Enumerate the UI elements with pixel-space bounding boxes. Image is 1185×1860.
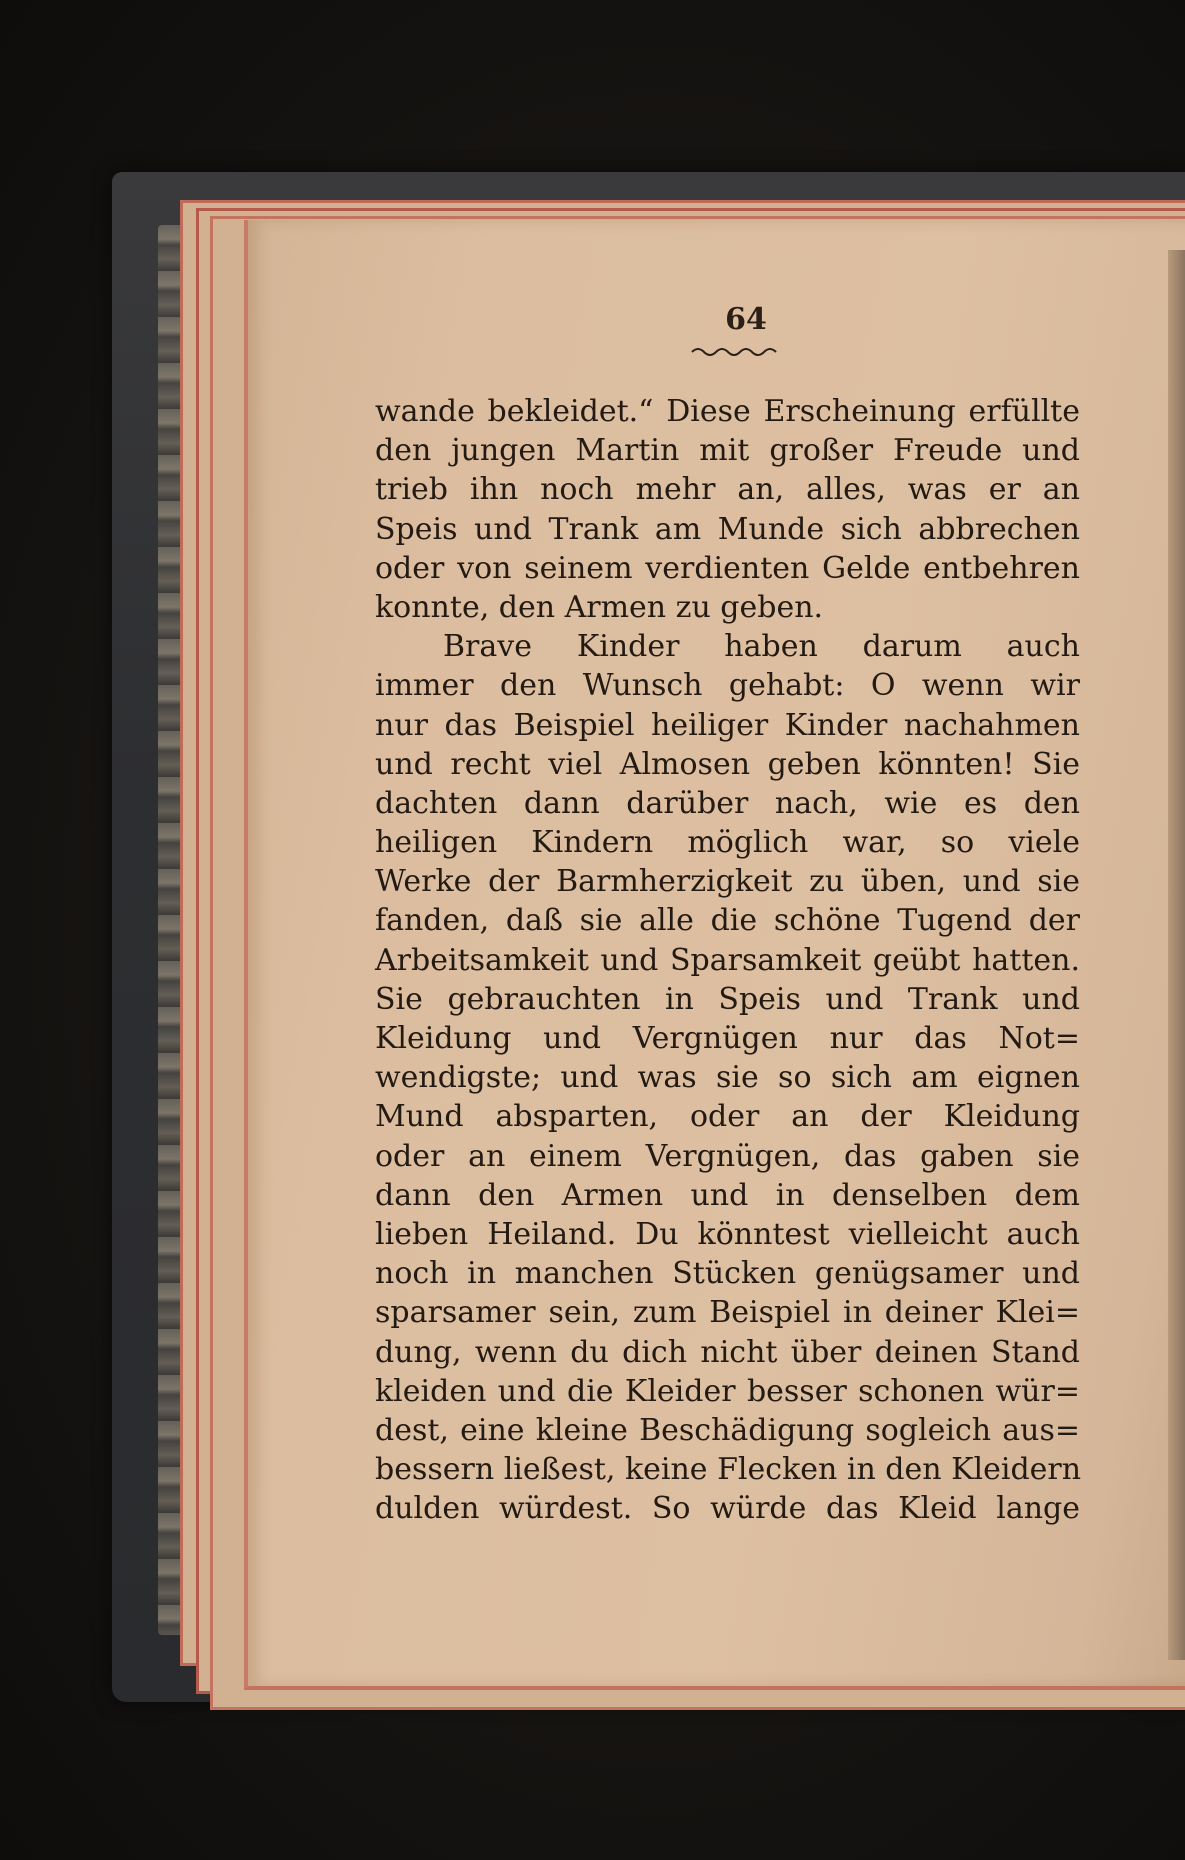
text-line: den jungen Martin mit großer Freude und xyxy=(375,433,1080,469)
text-line: noch in manchen Stücken genügsamer und xyxy=(375,1256,1080,1292)
text-line: dachten dann darüber nach, wie es den xyxy=(375,785,1080,821)
text-line: Werke der Barmherzigkeit zu üben, und sie xyxy=(375,864,1080,900)
text-line: nur das Beispiel heiliger Kinder nachahmen xyxy=(375,707,1080,743)
text-line: konnte, den Armen zu geben. xyxy=(375,589,824,625)
text-line: immer den Wunsch gehabt: O wenn wir xyxy=(375,668,1080,704)
wavy-ornament-icon xyxy=(690,344,782,358)
text-line: wande bekleidet.“ Diese Erscheinung erfüllte xyxy=(375,394,1080,429)
text-line: lieben Heiland. Du könntest vielleicht auch xyxy=(375,1216,1080,1252)
text-line: und recht viel Almosen geben könnten! Sie xyxy=(375,746,1080,782)
text-line: kleiden und die Kleider besser schonen wür= xyxy=(375,1373,1080,1409)
page-number: 64 xyxy=(725,302,767,337)
text-line: Sie gebrauchten in Speis und Trank und xyxy=(375,981,1080,1017)
text-line: dann den Armen und in denselben dem xyxy=(375,1177,1080,1213)
text-line: Brave Kinder haben darum auch xyxy=(443,629,1080,665)
text-line: Mund absparten, oder an der Kleidung xyxy=(375,1099,1080,1135)
text-line: oder an einem Vergnügen, das gaben sie xyxy=(375,1138,1080,1174)
body-text xyxy=(375,392,1080,1528)
facing-page-edge xyxy=(1168,250,1185,1660)
text-line: bessern ließest, keine Flecken in den Kleidern xyxy=(375,1452,1082,1488)
text-line: dulden würdest. So würde das Kleid lange xyxy=(375,1491,1080,1527)
text-line: Speis und Trank am Munde sich abbrechen xyxy=(375,511,1080,547)
text-line: Kleidung und Vergnügen nur das Not= xyxy=(375,1021,1080,1056)
text-line: trieb ihn noch mehr an, alles, was er an xyxy=(375,472,1080,508)
text-line: heiligen Kindern möglich war, so viele xyxy=(375,825,1080,861)
text-line: fanden, daß sie alle die schöne Tugend der xyxy=(375,903,1080,939)
text-line: sparsamer sein, zum Beispiel in deiner Klei= xyxy=(375,1295,1080,1331)
text-line: Arbeitsamkeit und Sparsamkeit geübt hatten. xyxy=(375,942,1080,978)
text-line: dest, eine kleine Beschädigung sogleich aus= xyxy=(375,1412,1080,1448)
text-line: wendigste; und was sie so sich am eignen xyxy=(375,1060,1080,1096)
text-line: dung, wenn du dich nicht über deinen Stand xyxy=(375,1334,1080,1370)
text-line: oder von seinem verdienten Gelde entbehren xyxy=(375,550,1080,586)
